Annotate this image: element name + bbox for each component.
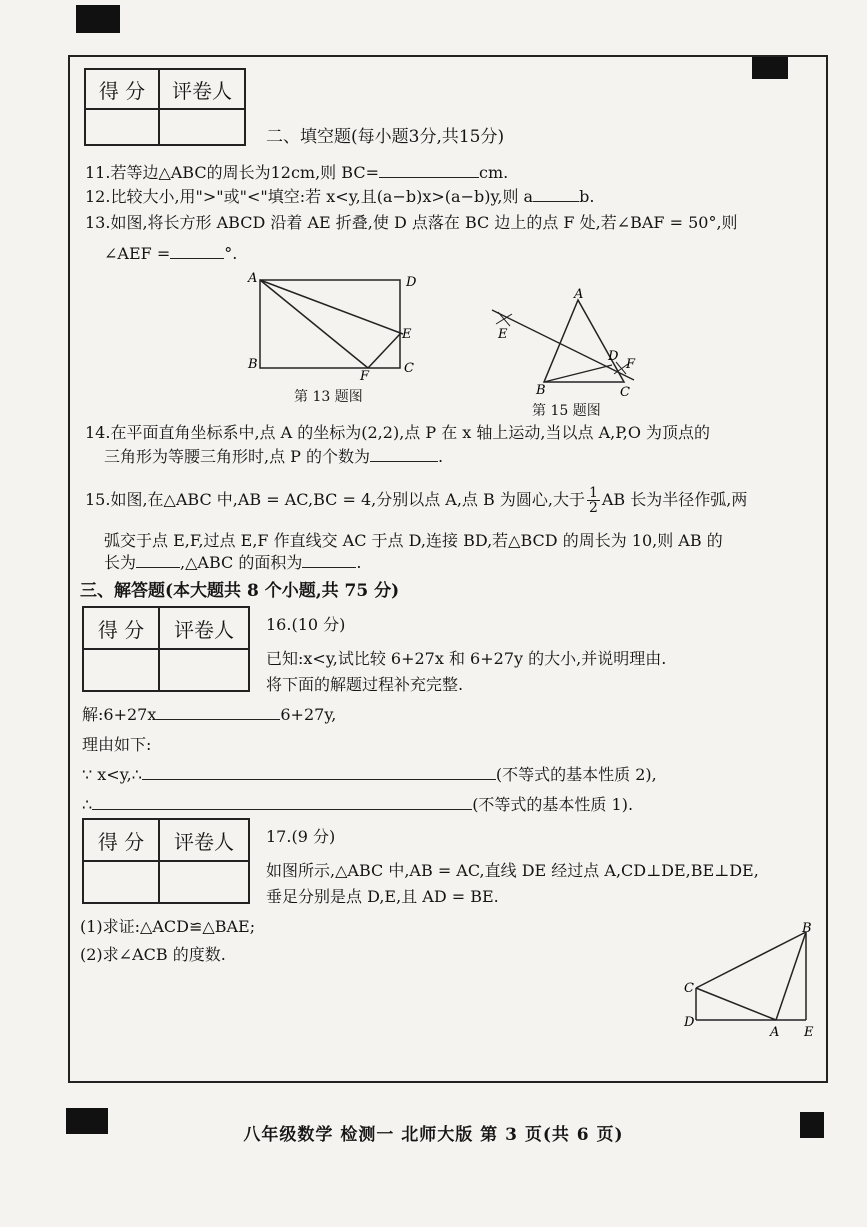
grader-cell[interactable] [159,649,249,691]
grader-cell[interactable] [159,109,245,145]
fig13-label-E: E [402,327,412,342]
fig15-label-E: E [498,327,508,342]
question-17-title: 17.(9 分) [266,827,336,846]
grader-label: 评卷人 [159,819,249,861]
fig17-label-B: B [802,921,812,936]
question-15-line2: 弧交于点 E,F,过点 E,F 作直线交 AC 于点 D,连接 BD,若△BCD 的周长为 10,则 AB 的 [104,531,723,550]
fig13-label-A: A [248,271,258,286]
q15-length-label: 长为 [104,553,137,572]
q11-answer-blank[interactable] [379,177,479,178]
q16-sol-left: 解:6+27x [82,705,157,724]
fig17-label-D: D [684,1015,695,1030]
q13-answer-blank[interactable] [170,258,224,259]
q15-end: . [356,553,362,572]
fig13-label-C: C [404,361,414,376]
question-16-given: 已知:x<y,试比较 6+27x 和 6+27y 的大小,并说明理由. [266,649,667,668]
question-13-line2 [104,243,237,265]
grader-cell[interactable] [159,861,249,903]
question-11 [85,162,508,184]
q16-step2 [82,794,633,816]
q12-end: b. [579,187,595,206]
score-label: 得 分 [83,819,159,861]
fig17-label-A: A [770,1025,780,1040]
score-label: 得 分 [83,607,159,649]
fig17-label-E: E [804,1025,814,1040]
q16-step2-blank[interactable] [92,809,472,810]
question-12 [85,186,594,208]
page-footer: 八年级数学 检测一 北师大版 第 3 页(共 6 页) [243,1125,624,1145]
fig15-label-A: A [574,288,584,302]
q16-sol-right: 6+27y, [280,705,337,724]
score-label: 得 分 [85,69,159,109]
q12-answer-blank[interactable] [533,201,579,202]
q15-text-b: AB 长为半径作弧,两 [601,490,748,509]
question-17-line1: 如图所示,△ABC 中,AB = AC,直线 DE 经过点 A,CD⊥DE,BE⊥DE, [266,861,759,880]
fraction-numerator: 1 [588,485,598,501]
score-cell[interactable] [83,861,159,903]
fig15-label-B: B [536,383,546,398]
section2-heading: 二、填空题(每小题3分,共15分) [266,127,505,147]
q14-text: 三角形为等腰三角形时,点 P 的个数为 [104,447,371,466]
q15-area-label: ,△ABC 的面积为 [180,553,303,572]
fig15-label-C: C [620,385,630,400]
figure-13 [240,268,420,380]
q16-step2-pre: ∴ [82,795,93,814]
figure-15-caption: 第 15 题图 [532,403,601,419]
q16-step1 [82,764,657,786]
q16-step1-blank[interactable] [142,779,496,780]
one-half-fraction [587,486,600,515]
score-cell[interactable] [83,649,159,691]
score-cell[interactable] [85,109,159,145]
q16-step1-reason: (不等式的基本性质 2), [495,765,657,784]
fig15-label-D: D [608,349,619,364]
q16-step1-pre: ∵ x<y,∴ [82,765,142,784]
q12-text: 12.比较大小,用">"或"<"填空:若 x<y,且(a−b)x>(a−b)y,则 a [85,187,534,206]
score-table-3 [82,818,250,904]
score-table-1 [84,68,246,146]
fraction-denominator: 2 [588,500,598,516]
figure-17 [680,920,820,1040]
grader-label: 评卷人 [159,607,249,649]
q16-step2-reason: (不等式的基本性质 1). [472,795,634,814]
fig15-label-F: F [626,357,636,372]
score-table-2 [82,606,250,692]
figure-15 [488,288,644,400]
question-16-instruction: 将下面的解题过程补充完整. [266,675,464,694]
question-14-line1: 14.在平面直角坐标系中,点 A 的坐标为(2,2),点 P 在 x 轴上运动,当以点 A,P,O 为顶点的 [85,423,711,442]
question-16-title: 16.(10 分) [266,615,346,634]
question-14-line2 [104,446,443,468]
registration-mark-top-left [76,5,120,33]
q14-end: . [438,447,444,466]
fig17-label-C: C [684,981,694,996]
question-15-line1 [85,486,747,515]
question-17-part2: (2)求∠ACB 的度数. [80,945,226,964]
fig13-label-F: F [360,369,370,380]
frame-bottom-line [68,1081,826,1083]
q15-answer-blank-2[interactable] [302,567,356,568]
question-15-line3 [104,552,361,574]
q13-degree: °. [224,244,238,263]
q11-text: 11.若等边△ABC的周长为12cm,则 BC= [85,163,379,182]
q15-text-a: 15.如图,在△ABC 中,AB = AC,BC = 4,分别以点 A,点 B 为圆心,大于 [85,490,585,509]
q11-unit: cm. [478,163,509,182]
q16-solution-line [82,704,336,726]
grader-label: 评卷人 [159,69,245,109]
q14-answer-blank[interactable] [370,461,438,462]
figure-13-caption: 第 13 题图 [294,389,363,405]
q16-comparison-blank[interactable] [156,719,280,720]
question-17-part1: (1)求证:△ACD≌△BAE; [80,917,256,936]
question-13-line1: 13.如图,将长方形 ABCD 沿着 AE 折叠,使 D 点落在 BC 边上的点 F 处,若∠BAF = 50°,则 [85,213,738,232]
q16-reason-label: 理由如下: [82,735,152,754]
question-17-line2: 垂足分别是点 D,E,且 AD = BE. [266,887,499,906]
q15-answer-blank-1[interactable] [136,567,180,568]
fig13-label-D: D [406,275,417,290]
fig13-label-B: B [248,357,258,372]
frame-top-line [68,55,826,57]
q13-angle-label: ∠AEF = [104,244,171,263]
section3-heading: 三、解答题(本大题共 8 个小题,共 75 分) [80,581,400,601]
